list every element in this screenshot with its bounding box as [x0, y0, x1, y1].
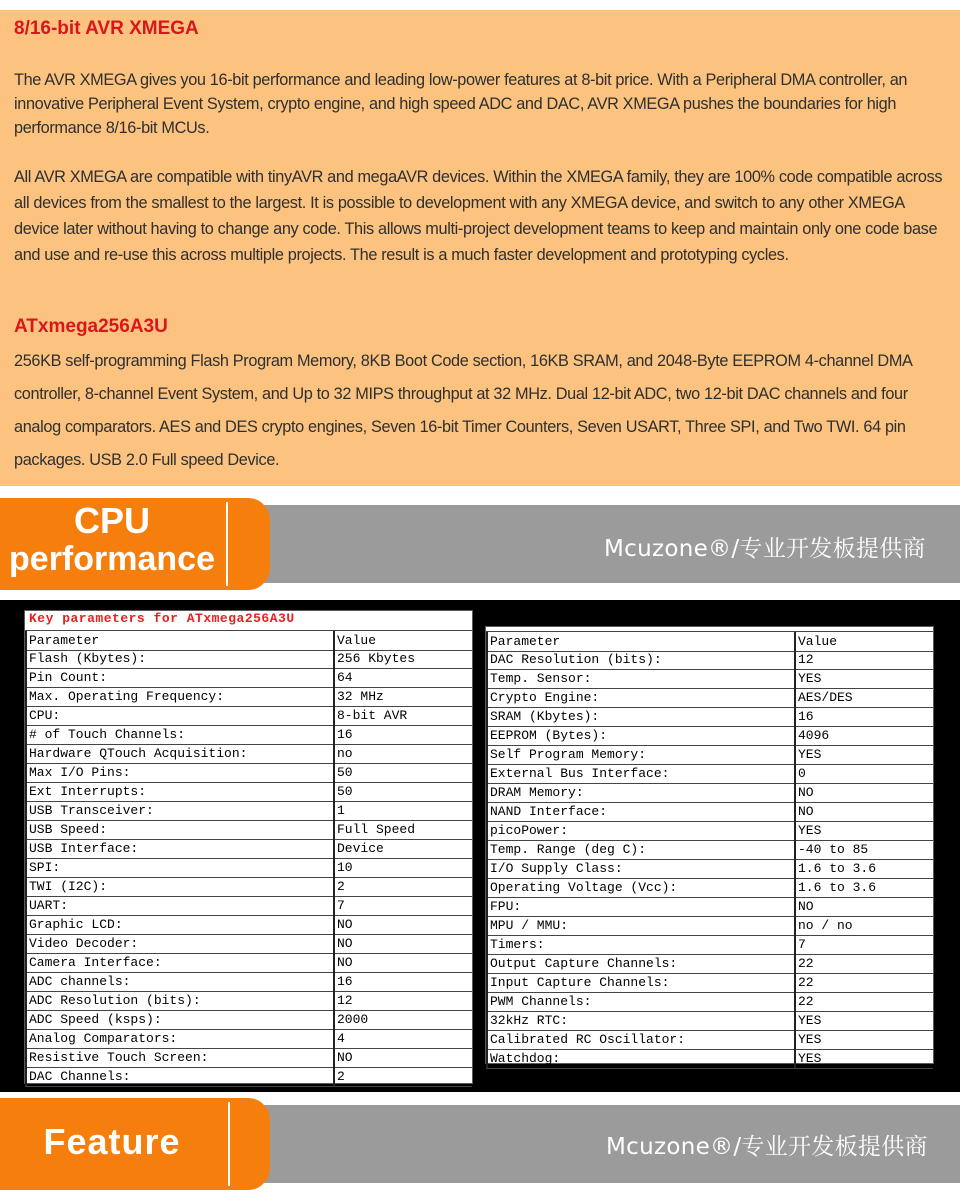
- parameter-cell: Max. Operating Frequency:: [25, 687, 333, 706]
- table-row: [25, 763, 472, 783]
- parameter-cell: Camera Interface:: [25, 953, 333, 972]
- parameter-cell: SRAM (Kbytes):: [486, 707, 794, 726]
- table-row: [25, 1010, 472, 1030]
- value-cell: 32 MHz: [333, 687, 472, 706]
- table-row: [486, 707, 933, 727]
- value-cell: 12: [333, 991, 472, 1010]
- parameter-cell: USB Speed:: [25, 820, 333, 839]
- table-row: [486, 954, 933, 974]
- value-cell: 64: [333, 668, 472, 687]
- parameter-cell: Watchdog:: [486, 1049, 794, 1068]
- value-cell: 50: [333, 782, 472, 801]
- table-header-row: [25, 630, 472, 651]
- value-cell: no: [333, 744, 472, 763]
- value-cell: 10: [333, 858, 472, 877]
- table-row: [25, 801, 472, 821]
- parameter-cell: NAND Interface:: [486, 802, 794, 821]
- table-row: [25, 1029, 472, 1049]
- table-row: [25, 858, 472, 878]
- value-cell: 7: [333, 896, 472, 915]
- value-cell: 1: [333, 801, 472, 820]
- table-header-row: [486, 631, 933, 652]
- banner-brand-text: Mcuzone®/专业开发板提供商: [604, 536, 926, 562]
- table-row: [25, 896, 472, 916]
- parameter-cell: ADC Speed (ksps):: [25, 1010, 333, 1029]
- value-cell: YES: [794, 1011, 933, 1030]
- intro-paragraph-1: The AVR XMEGA gives you 16-bit performance and leading low-power features at 8-bit price. With a Peripheral DMA controller, an innovative Peripheral Event System, crypto engine, and high speed ADC and DAC, AVR XMEGA pushes the boundaries for high performance 8/16-bit MCUs.: [14, 71, 908, 137]
- table-row: [486, 992, 933, 1012]
- banner-title-cpu: CPU: [73, 500, 150, 541]
- table-row: [486, 669, 933, 689]
- table-row: [25, 687, 472, 707]
- parameter-cell: Input Capture Channels:: [486, 973, 794, 992]
- value-cell: 1.6 to 3.6: [794, 859, 933, 878]
- value-cell: 12: [794, 650, 933, 669]
- value-cell: NO: [333, 1048, 472, 1067]
- parameter-cell: Analog Comparators:: [25, 1029, 333, 1048]
- value-cell: 4096: [794, 726, 933, 745]
- table-row: [486, 802, 933, 822]
- value-cell: YES: [794, 745, 933, 764]
- parameter-cell: Self Program Memory:: [486, 745, 794, 764]
- table-row: [25, 877, 472, 897]
- value-cell: NO: [794, 802, 933, 821]
- value-cell: 22: [794, 954, 933, 973]
- parameter-cell: MPU / MMU:: [486, 916, 794, 935]
- table-row: [486, 1030, 933, 1050]
- table-row: [25, 991, 472, 1011]
- parameter-cell: Pin Count:: [25, 668, 333, 687]
- table-row: [486, 878, 933, 898]
- table-row: [25, 744, 472, 764]
- banner-divider: [226, 502, 228, 586]
- key-parameters-table-left: [24, 610, 473, 1084]
- value-cell: NO: [794, 783, 933, 802]
- key-parameters-table-right: [485, 626, 934, 1064]
- value-cell: 7: [794, 935, 933, 954]
- parameter-cell: Max I/O Pins:: [25, 763, 333, 782]
- table-row: [25, 668, 472, 688]
- parameter-cell: USB Transceiver:: [25, 801, 333, 820]
- cpu-performance-banner: [0, 498, 960, 590]
- parameter-cell: SPI:: [25, 858, 333, 877]
- parameter-cell: # of Touch Channels:: [25, 725, 333, 744]
- table-row: [486, 764, 933, 784]
- header-value: Value: [333, 631, 472, 650]
- table-row: [25, 1048, 472, 1068]
- table-row: [486, 1049, 933, 1069]
- table-row: [486, 935, 933, 955]
- value-cell: YES: [794, 669, 933, 688]
- value-cell: NO: [794, 897, 933, 916]
- intro-section: [0, 10, 960, 486]
- value-cell: Device: [333, 839, 472, 858]
- table-row: [25, 649, 472, 669]
- parameter-cell: 32kHz RTC:: [486, 1011, 794, 1030]
- table-row: [25, 972, 472, 992]
- table-row: [486, 840, 933, 860]
- intro-paragraph-3: 256KB self-programming Flash Program Memory, 8KB Boot Code section, 16KB SRAM, and 2048-Byte EEPROM 4-channel DMA controller, 8-channel Event System, and Up to 32 MIPS throughput at 32 MHz. Dual 12-bit ADC, two 12-bit DAC channels and four analog comparators. AES and DES crypto engines, Seven 16-bit Timer Counters, Seven USART, Three SPI, and Two TWI. 64 pin packages. USB 2.0 Full speed Device.: [14, 352, 912, 469]
- heading-avr-xmega: 8/16-bit AVR XMEGA: [14, 18, 199, 39]
- value-cell: AES/DES: [794, 688, 933, 707]
- value-cell: 22: [794, 992, 933, 1011]
- parameter-cell: DAC Channels:: [25, 1067, 333, 1086]
- table-row: [486, 859, 933, 879]
- table-row: [25, 725, 472, 745]
- parameter-cell: EEPROM (Bytes):: [486, 726, 794, 745]
- parameter-cell: UART:: [25, 896, 333, 915]
- banner-title-performance: performance: [9, 540, 215, 578]
- table-row: [25, 934, 472, 954]
- parameter-cell: Hardware QTouch Acquisition:: [25, 744, 333, 763]
- parameter-cell: PWM Channels:: [486, 992, 794, 1011]
- header-value: Value: [794, 632, 933, 651]
- value-cell: 256 Kbytes: [333, 649, 472, 668]
- parameter-cell: Temp. Sensor:: [486, 669, 794, 688]
- parameter-cell: Crypto Engine:: [486, 688, 794, 707]
- header-parameter: Parameter: [25, 631, 333, 650]
- value-cell: 4: [333, 1029, 472, 1048]
- heading-atxmega256a3u: ATxmega256A3U: [14, 316, 168, 337]
- table-row: [486, 1011, 933, 1031]
- value-cell: 2: [333, 1067, 472, 1086]
- feature-banner: [0, 1098, 960, 1190]
- parameter-cell: Resistive Touch Screen:: [25, 1048, 333, 1067]
- table-row: [25, 820, 472, 840]
- parameter-cell: I/O Supply Class:: [486, 859, 794, 878]
- table-row: [486, 688, 933, 708]
- value-cell: no / no: [794, 916, 933, 935]
- table-row: [25, 915, 472, 935]
- value-cell: 2000: [333, 1010, 472, 1029]
- table-row: [486, 973, 933, 993]
- parameter-cell: Graphic LCD:: [25, 915, 333, 934]
- table-row: [486, 821, 933, 841]
- value-cell: 0: [794, 764, 933, 783]
- value-cell: 16: [333, 972, 472, 991]
- table-row: [25, 953, 472, 973]
- value-cell: 22: [794, 973, 933, 992]
- header-parameter: Parameter: [486, 632, 794, 651]
- parameter-cell: DRAM Memory:: [486, 783, 794, 802]
- table-row: [25, 706, 472, 726]
- parameter-cell: Temp. Range (deg C):: [486, 840, 794, 859]
- parameter-cell: Flash (Kbytes):: [25, 649, 333, 668]
- parameter-cell: Timers:: [486, 935, 794, 954]
- value-cell: NO: [333, 934, 472, 953]
- value-cell: NO: [333, 915, 472, 934]
- table-row: [486, 745, 933, 765]
- table-row: [25, 839, 472, 859]
- table-row: [486, 726, 933, 746]
- value-cell: Full Speed: [333, 820, 472, 839]
- intro-paragraph-2: All AVR XMEGA are compatible with tinyAVR and megaAVR devices. Within the XMEGA family, they are 100% code compatible across all devices from the smallest to the largest. It is possible to development with any XMEGA device, and switch to any other XMEGA device later without having to change any code. This allows multi-project development teams to keep and maintain only one code base and use and re-use this across multiple projects. The result is a much faster development and prototyping cycles.: [14, 168, 943, 264]
- value-cell: 50: [333, 763, 472, 782]
- banner-divider: [228, 1102, 230, 1186]
- value-cell: NO: [333, 953, 472, 972]
- parameter-cell: Output Capture Channels:: [486, 954, 794, 973]
- parameter-cell: Video Decoder:: [25, 934, 333, 953]
- parameter-cell: picoPower:: [486, 821, 794, 840]
- parameter-cell: Ext Interrupts:: [25, 782, 333, 801]
- value-cell: YES: [794, 821, 933, 840]
- value-cell: 16: [333, 725, 472, 744]
- table-row: [486, 897, 933, 917]
- parameter-cell: CPU:: [25, 706, 333, 725]
- banner-brand-text: Mcuzone®/专业开发板提供商: [606, 1134, 928, 1160]
- specs-panel: [0, 600, 960, 1092]
- table-row: [486, 650, 933, 670]
- value-cell: YES: [794, 1049, 933, 1068]
- table-caption: Key parameters for ATxmega256A3U: [29, 611, 295, 626]
- parameter-cell: TWI (I2C):: [25, 877, 333, 896]
- value-cell: 1.6 to 3.6: [794, 878, 933, 897]
- table-row: [25, 1067, 472, 1087]
- value-cell: 8-bit AVR: [333, 706, 472, 725]
- value-cell: -40 to 85: [794, 840, 933, 859]
- parameter-cell: DAC Resolution (bits):: [486, 650, 794, 669]
- parameter-cell: ADC channels:: [25, 972, 333, 991]
- table-row: [486, 783, 933, 803]
- value-cell: 2: [333, 877, 472, 896]
- parameter-cell: Operating Voltage (Vcc):: [486, 878, 794, 897]
- parameter-cell: Calibrated RC Oscillator:: [486, 1030, 794, 1049]
- value-cell: 16: [794, 707, 933, 726]
- parameter-cell: External Bus Interface:: [486, 764, 794, 783]
- table-row: [486, 916, 933, 936]
- parameter-cell: ADC Resolution (bits):: [25, 991, 333, 1010]
- parameter-cell: FPU:: [486, 897, 794, 916]
- value-cell: YES: [794, 1030, 933, 1049]
- table-row: [25, 782, 472, 802]
- banner-title-feature: Feature: [43, 1121, 181, 1162]
- parameter-cell: USB Interface:: [25, 839, 333, 858]
